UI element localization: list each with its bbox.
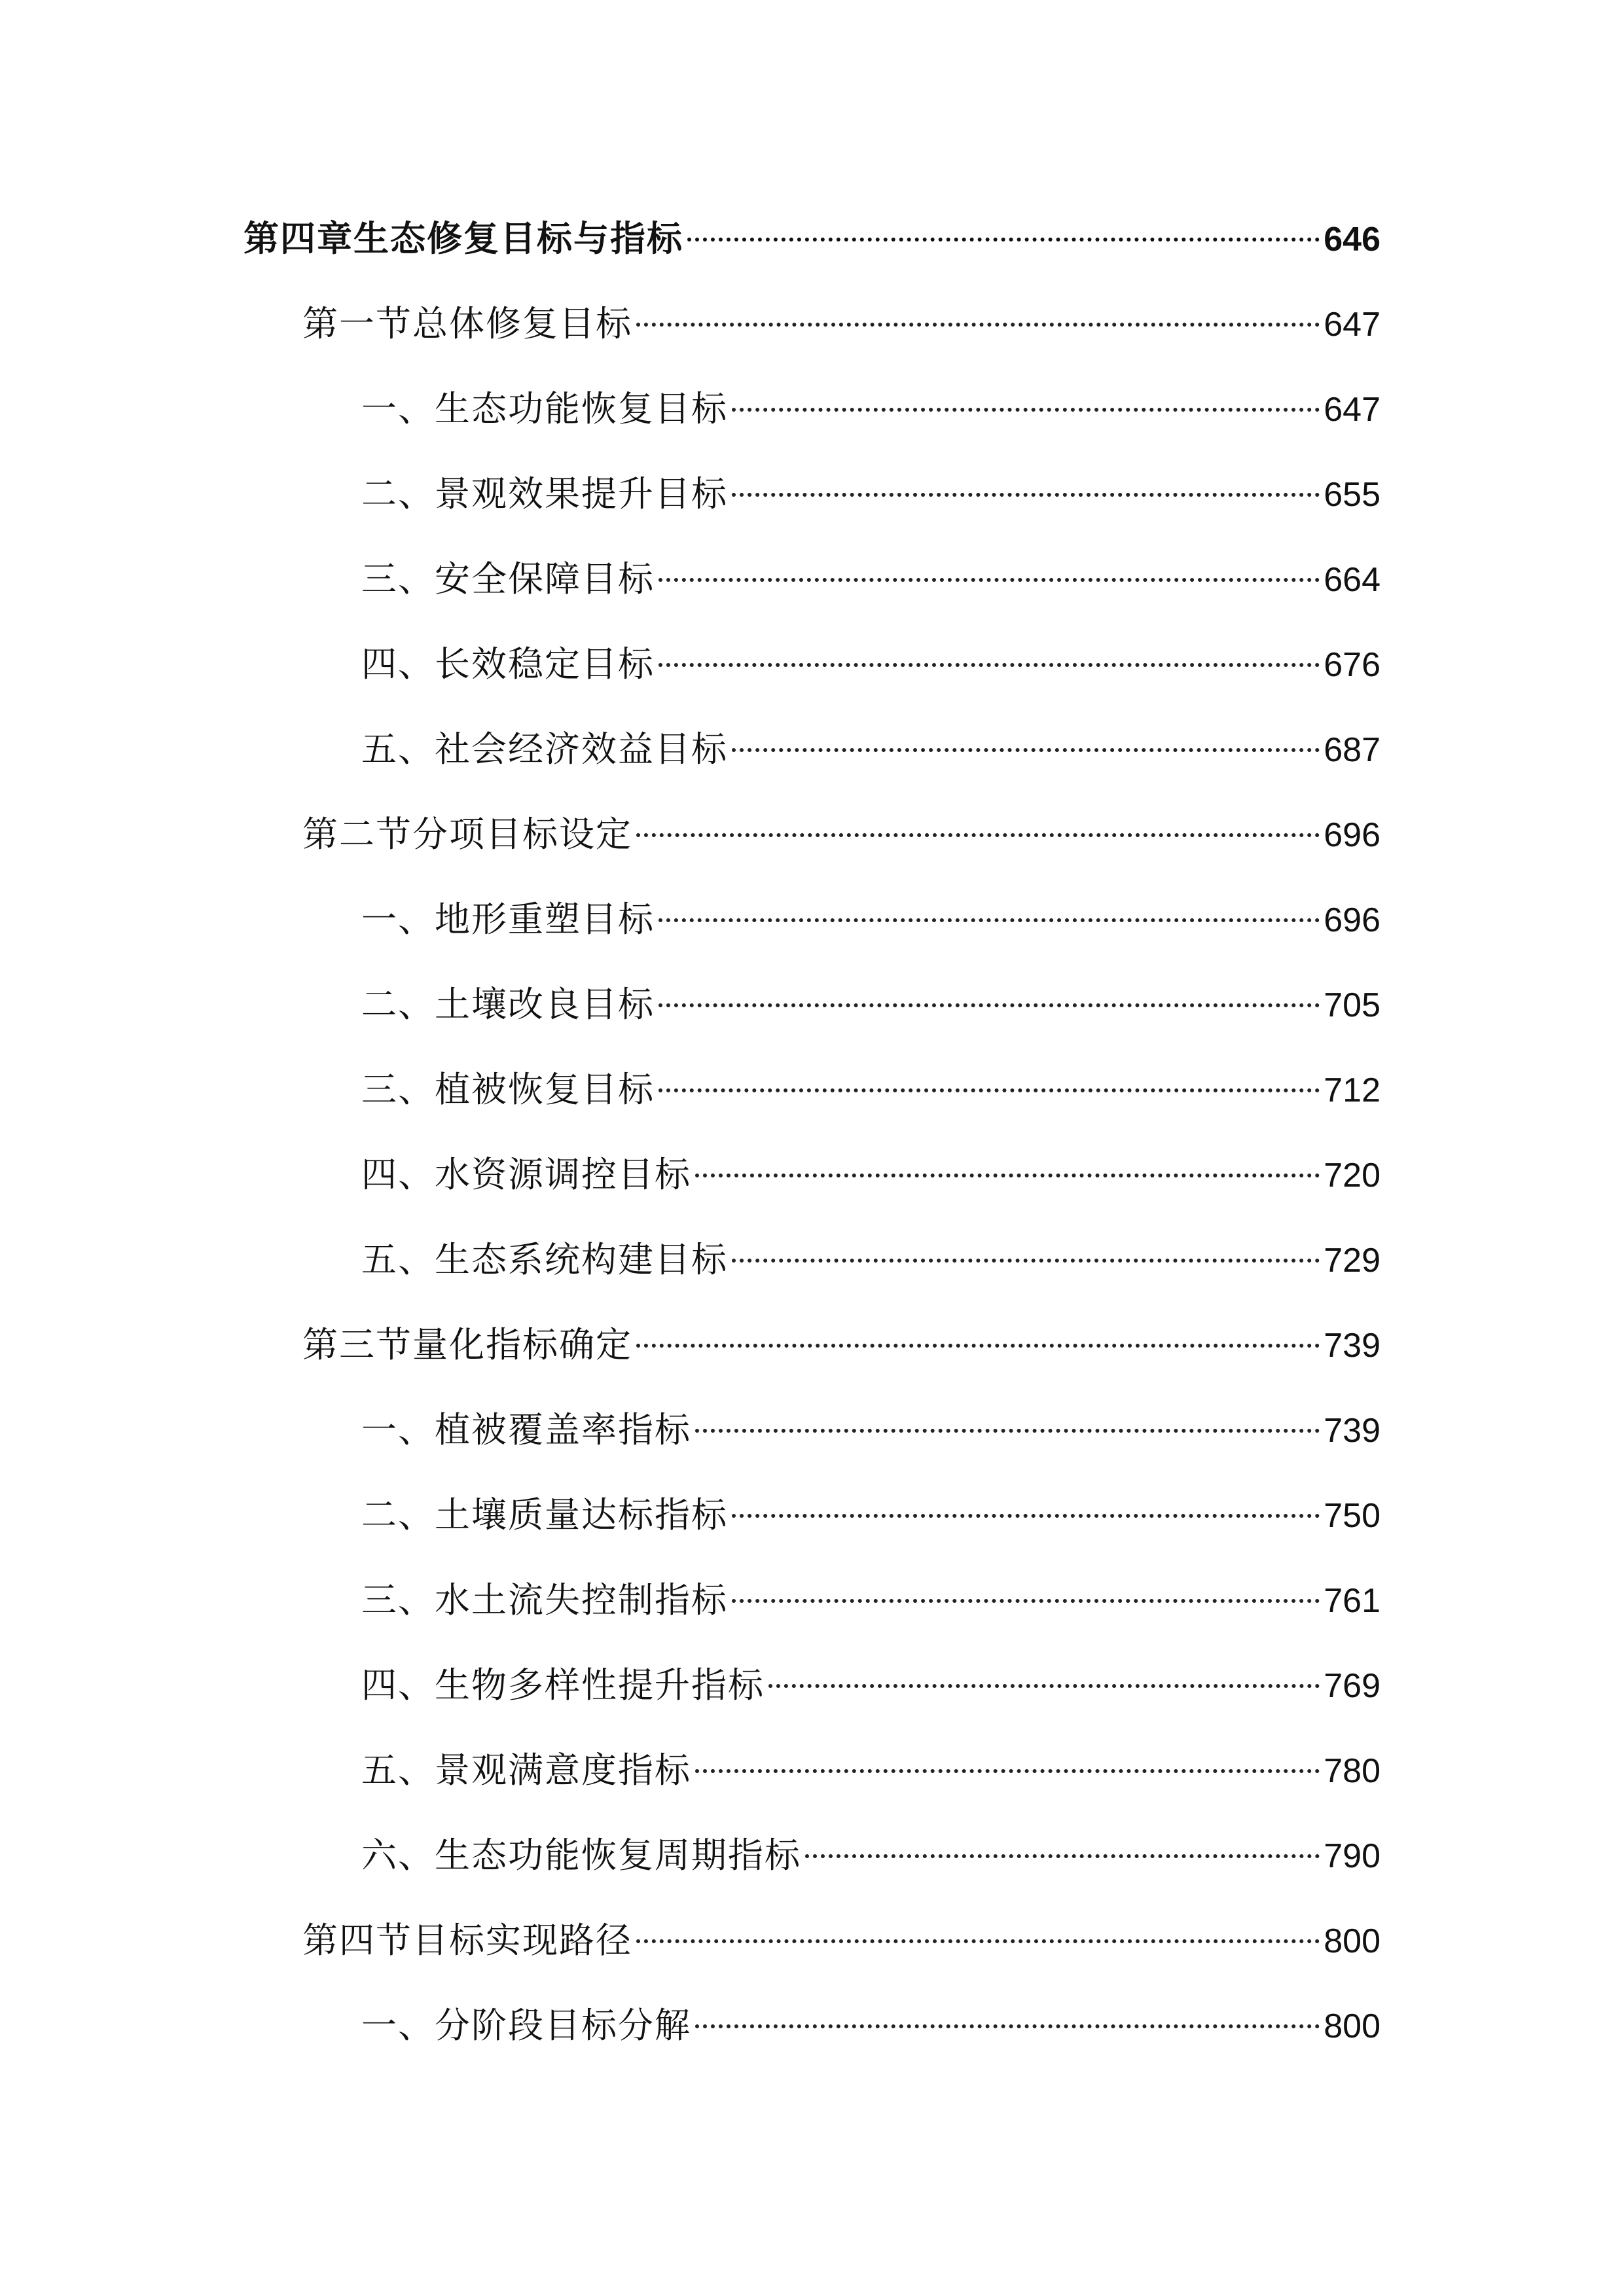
toc-entry-label: 五、景观满意度指标: [361, 1749, 691, 1791]
toc-entry-label: 五、社会经济效益目标: [361, 728, 728, 770]
toc-page-number: 800: [1324, 1922, 1380, 1960]
toc-item[interactable]: [361, 723, 1380, 776]
toc-page-number: 676: [1324, 646, 1380, 684]
toc-dot-leader: [732, 408, 1320, 412]
toc-page-number: 761: [1324, 1582, 1380, 1620]
toc-entry-label: 一、地形重塑目标: [361, 899, 655, 940]
toc-dot-leader: [695, 1174, 1320, 1177]
toc-entry-label: 一、植被覆盖率指标: [361, 1409, 691, 1450]
toc-dot-leader: [659, 578, 1320, 582]
toc-page-number: 664: [1324, 561, 1380, 599]
toc-dot-leader: [805, 1854, 1320, 1858]
toc-entry-label: 第二节分项目标设定: [302, 814, 632, 855]
toc-page-number: 750: [1324, 1497, 1380, 1535]
toc-page-number: 655: [1324, 476, 1380, 514]
toc-entry-label: 六、生态功能恢复周期指标: [361, 1835, 801, 1876]
toc-page-number: 800: [1324, 2007, 1380, 2045]
toc-section-4[interactable]: [302, 1914, 1380, 1967]
toc-page-number: 769: [1324, 1667, 1380, 1705]
toc-dot-leader: [695, 2024, 1320, 2028]
toc-page-number: 705: [1324, 986, 1380, 1024]
toc-item[interactable]: [361, 1574, 1380, 1626]
toc-section-1[interactable]: [302, 298, 1380, 350]
toc-page-number: 780: [1324, 1752, 1380, 1790]
toc-entry-label: 四、生物多样性提升指标: [361, 1664, 765, 1706]
toc-entry-label: 第三节量化指标确定: [302, 1324, 632, 1365]
toc-dot-leader: [732, 1514, 1320, 1518]
toc-dot-leader: [636, 833, 1320, 837]
toc-dot-leader: [732, 493, 1320, 497]
toc-entry-label: 二、景观效果提升目标: [361, 473, 728, 514]
toc-section-2[interactable]: [302, 808, 1380, 861]
toc-dot-leader: [659, 1088, 1320, 1092]
toc-dot-leader: [636, 1939, 1320, 1943]
toc-dot-leader: [659, 1003, 1320, 1007]
toc-entry-label: 第四章生态修复目标与指标: [244, 218, 683, 259]
toc-page-number: 729: [1324, 1242, 1380, 1280]
toc-dot-leader: [636, 323, 1320, 327]
toc-entry-label: 五、生态系统构建目标: [361, 1239, 728, 1280]
toc-entry-label: 一、分阶段目标分解: [361, 2005, 691, 2046]
toc-page-number: 696: [1324, 816, 1380, 854]
toc-page-number: 687: [1324, 731, 1380, 769]
toc-item[interactable]: [361, 1149, 1380, 1201]
toc-item[interactable]: [361, 1744, 1380, 1797]
toc-section-3[interactable]: [302, 1319, 1380, 1371]
toc-item[interactable]: [361, 1234, 1380, 1286]
toc-page-number: 720: [1324, 1157, 1380, 1194]
toc-item[interactable]: [361, 383, 1380, 435]
toc-dot-leader: [687, 238, 1320, 242]
toc-entry-label: 第一节总体修复目标: [302, 303, 632, 344]
toc-dot-leader: [732, 1599, 1320, 1603]
toc-item[interactable]: [361, 1829, 1380, 1882]
toc-item[interactable]: [361, 553, 1380, 605]
toc-page-number: 647: [1324, 306, 1380, 344]
toc-item[interactable]: [361, 1064, 1380, 1116]
toc-page-number: 739: [1324, 1327, 1380, 1365]
toc-item[interactable]: [361, 1404, 1380, 1456]
toc-page-number: 646: [1324, 221, 1380, 259]
toc-dot-leader: [659, 918, 1320, 922]
toc-item[interactable]: [361, 893, 1380, 946]
toc-page-number: 696: [1324, 901, 1380, 939]
toc-page-number: 647: [1324, 391, 1380, 429]
toc-entry-label: 二、土壤质量达标指标: [361, 1494, 728, 1535]
toc-entry-label: 一、生态功能恢复目标: [361, 388, 728, 429]
toc-item[interactable]: [361, 1659, 1380, 1712]
toc-item[interactable]: [361, 978, 1380, 1031]
toc-chapter-4[interactable]: [244, 213, 1380, 265]
toc-dot-leader: [695, 1429, 1320, 1433]
toc-page-number: 790: [1324, 1837, 1380, 1875]
toc-page-number: 739: [1324, 1412, 1380, 1450]
toc-dot-leader: [636, 1344, 1320, 1348]
toc-dot-leader: [732, 748, 1320, 752]
toc-dot-leader: [659, 663, 1320, 667]
toc-entry-label: 三、水土流失控制指标: [361, 1579, 728, 1621]
toc-dot-leader: [695, 1769, 1320, 1773]
toc-dot-leader: [732, 1259, 1320, 1263]
toc-item[interactable]: [361, 2000, 1380, 2052]
toc-item[interactable]: [361, 468, 1380, 520]
toc-dot-leader: [768, 1684, 1320, 1688]
toc-entry-label: 二、土壤改良目标: [361, 984, 655, 1025]
toc-item[interactable]: [361, 638, 1380, 691]
toc-entry-label: 三、植被恢复目标: [361, 1069, 655, 1110]
toc-item[interactable]: [361, 1489, 1380, 1541]
toc-entry-label: 四、长效稳定目标: [361, 643, 655, 685]
toc-page-number: 712: [1324, 1071, 1380, 1109]
toc-entry-label: 三、安全保障目标: [361, 558, 655, 600]
toc-entry-label: 四、水资源调控目标: [361, 1154, 691, 1195]
toc-entry-label: 第四节目标实现路径: [302, 1920, 632, 1961]
